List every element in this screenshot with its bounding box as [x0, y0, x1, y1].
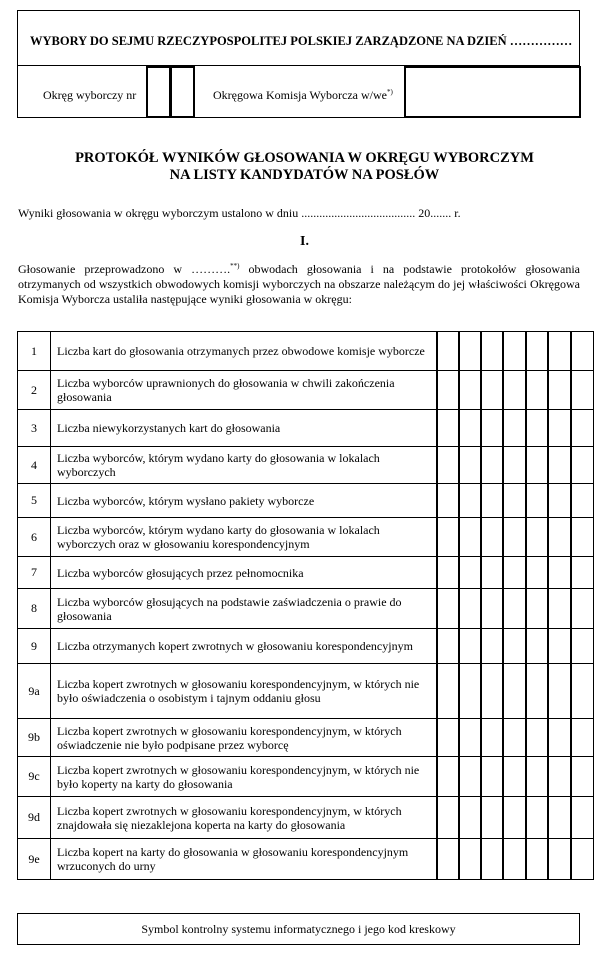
row-label: Liczba otrzymanych kopert zwrotnych w głosowaniu korespondencyjnym [57, 639, 413, 653]
election-title: WYBORY DO SEJMU RZECZYPOSPOLITEJ POLSKIEJ ZARZĄDZONE NA DZIEŃ …………… [30, 34, 573, 48]
row-number: 2 [18, 371, 51, 409]
row-number: 9a [18, 664, 51, 718]
row-label: Liczba kopert zwrotnych w głosowaniu korespondencyjnym, w których nie było koperty na karty do głosowania [57, 762, 420, 791]
digit-row-divider [438, 718, 593, 719]
district-number-digit-2[interactable] [170, 66, 195, 118]
row-label: Liczba wyborców uprawnionych do głosowania w chwili zakończenia głosowania [57, 376, 395, 404]
table-row [17, 796, 437, 839]
table-row [17, 663, 437, 719]
commission-label-text: Okręgowa Komisja Wyborcza w/we [213, 88, 387, 102]
table-row [17, 483, 437, 518]
section-heading: I. [300, 234, 309, 249]
row-number: 9c [18, 757, 51, 796]
table-row [17, 718, 437, 757]
digit-row-divider [438, 663, 593, 664]
header-title-row [18, 11, 579, 66]
commission-label [213, 88, 393, 103]
results-date-line[interactable]: Wyniki głosowania w okręgu wyborczym ustalono w dniu ...................................... 20....... r. [18, 206, 461, 220]
intro-text-before: Głosowanie przeprowadzono w ………. [18, 262, 231, 276]
table-row [17, 517, 437, 557]
digit-row-divider [438, 756, 593, 757]
intro-paragraph [18, 259, 580, 307]
protocol-title-line-2: NA LISTY KANDYDATÓW NA POSŁÓW [169, 167, 440, 183]
digit-row-divider [438, 370, 593, 371]
commission-name-field[interactable] [404, 66, 581, 118]
table-row [17, 628, 437, 664]
row-label: Liczba kopert na karty do głosowania w głosowaniu korespondencyjnym wrzuconych do urny [57, 845, 409, 873]
table-row [17, 756, 437, 797]
row-number: 4 [18, 447, 51, 483]
row-label: Liczba wyborców, którym wydano karty do głosowania w lokalach wyborczych [57, 451, 380, 479]
row-number: 8 [18, 589, 51, 628]
table-row [17, 838, 437, 880]
row-number: 6 [18, 518, 51, 556]
digit-row-divider [438, 588, 593, 589]
protocol-title-line-1: PROTOKÓŁ WYNIKÓW GŁOSOWANIA W OKRĘGU WYBORCZYM [75, 150, 534, 166]
row-number: 5 [18, 484, 51, 517]
district-number-label: Okręg wyborczy nr [43, 88, 137, 102]
row-number: 9d [18, 797, 51, 838]
intro-footnote-mark: **) [230, 262, 240, 270]
row-number: 9e [18, 839, 51, 879]
row-label: Liczba kart do głosowania otrzymanych przez obwodowe komisje wyborcze [57, 344, 425, 358]
table-row [17, 588, 437, 629]
control-symbol-box: Symbol kontrolny systemu informatycznego i jego kod kreskowy [17, 913, 580, 945]
row-label: Liczba kopert zwrotnych w głosowaniu korespondencyjnym, w których oświadczenie nie było podpisane przez wyborcę [57, 723, 402, 752]
digit-row-divider [438, 409, 593, 410]
protocol-title [0, 150, 609, 184]
row-number: 7 [18, 557, 51, 588]
table-row [17, 446, 437, 484]
table-row [17, 370, 437, 410]
row-label: Liczba wyborców, którym wysłano pakiety wyborcze [57, 493, 315, 508]
digit-row-divider [438, 517, 593, 518]
digit-row-divider [438, 446, 593, 447]
commission-footnote-mark: *) [387, 88, 393, 96]
row-number: 3 [18, 410, 51, 446]
row-label: Liczba niewykorzystanych kart do głosowania [57, 421, 281, 435]
digit-entry-grid[interactable] [437, 331, 594, 880]
header-box [17, 10, 580, 118]
row-number: 9b [18, 719, 51, 756]
row-label: Liczba wyborców, którym wydano karty do głosowania w lokalach wyborczych oraz w głosowaniu korespondencyjnym [57, 523, 380, 551]
row-label: Liczba kopert zwrotnych w głosowaniu korespondencyjnym, w których znajdowała się niezaklejona koperta na karty do głosowania [57, 803, 402, 832]
digit-row-divider [438, 483, 593, 484]
row-number: 9 [18, 629, 51, 663]
table-row [17, 409, 437, 447]
table-row [17, 331, 437, 371]
table-row [17, 556, 437, 589]
intro-text-after: obwodach głosowania i na podstawie protokołów głosowania otrzymanych od wszystkich obwodowych komisji wyborczych na obszarze należącym do jej właściwości Okręgowa Komisja Wyborcza ustaliła następujące wyniki głosowania w okręgu: [18, 262, 580, 306]
district-number-digit-1[interactable] [146, 66, 171, 118]
digit-row-divider [438, 838, 593, 839]
row-label: Liczba wyborców głosujących na podstawie zaświadczenia o prawie do głosowania [57, 594, 402, 623]
row-label: Liczba wyborców głosujących przez pełnomocnika [57, 565, 304, 580]
row-label: Liczba kopert zwrotnych w głosowaniu korespondencyjnym, w których nie było oświadczenia o osobistym i tajnym oddaniu głosu [57, 677, 420, 705]
digit-row-divider [438, 628, 593, 629]
digit-row-divider [438, 796, 593, 797]
digit-row-divider [438, 556, 593, 557]
row-number: 1 [18, 332, 51, 370]
